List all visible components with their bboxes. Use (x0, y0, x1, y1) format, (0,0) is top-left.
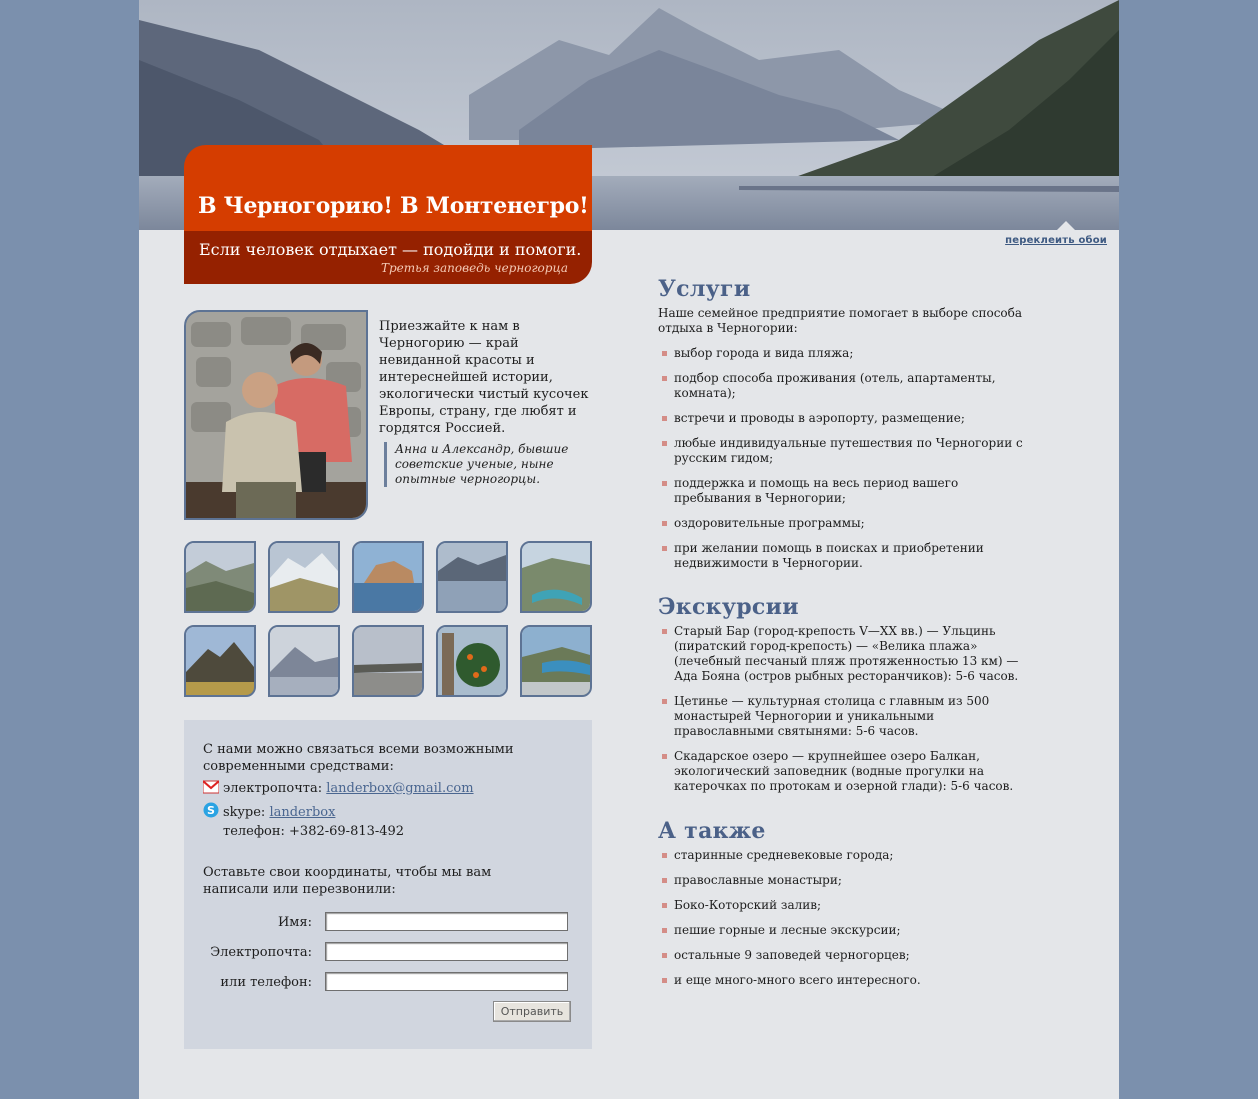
gallery-thumb[interactable] (436, 541, 508, 613)
contact-skype-row (203, 802, 335, 820)
title-top (184, 145, 592, 231)
email-input[interactable] (325, 942, 568, 961)
contact-panel (184, 720, 592, 1049)
services-description: Наше семейное предприятие помогает в выборе способа отдыха в Черногории: (658, 306, 1023, 335)
switch-arrow (1057, 221, 1075, 230)
excursions-title: Экскурсии (658, 594, 799, 620)
list-item: при желании помощь в поисках и приобретении недвижимости в Черногории. (658, 541, 1030, 571)
motto-block (184, 231, 592, 284)
gallery-thumb[interactable] (184, 625, 256, 697)
gallery-thumb[interactable] (520, 541, 592, 613)
site-title: В Черногорию! В Монтенегро! (198, 193, 589, 219)
email-field-label: Электропочта: (210, 945, 312, 960)
gallery-thumb[interactable] (520, 625, 592, 697)
services-title: Услуги (658, 276, 751, 302)
contact-email-row (203, 780, 474, 796)
switch-wallpaper-link[interactable]: переклеить обои (1005, 235, 1107, 246)
phone-value: +382-69-813-492 (289, 824, 405, 839)
gallery-thumb[interactable] (184, 541, 256, 613)
phone-field-label: или телефон: (220, 975, 312, 990)
list-item: Скадарское озеро — крупнейшее озеро Балкан, экологический заповедник (водные прогулки на катерочках по протокам и озерной глади): 5-6 часов. (658, 749, 1030, 794)
list-item: Боко-Которский залив; (658, 898, 1030, 913)
submit-button[interactable]: Отправить (493, 1001, 571, 1022)
phone-label: телефон: (223, 824, 285, 839)
list-item: пешие горные и лесные экскурсии; (658, 923, 1030, 938)
list-item: любые индивидуальные путешествия по Черногории с русским гидом; (658, 436, 1030, 466)
title-block (184, 145, 592, 284)
contact-phone-row (223, 824, 404, 839)
intro-quote: Анна и Александр, бывшие советские ученые, ныне опытные черногорцы. (384, 442, 595, 487)
list-item: остальные 9 заповедей черногорцев; (658, 948, 1030, 963)
form-intro: Оставьте свои координаты, чтобы мы вам написали или перезвонили: (203, 865, 492, 897)
gallery-thumb[interactable] (352, 541, 424, 613)
motto-source: Третья заповедь черногорца (380, 261, 568, 275)
list-item: и еще много-много всего интересного. (658, 973, 1030, 988)
list-item: оздоровительные программы; (658, 516, 1030, 531)
list-item: подбор способа проживания (отель, апартаменты, комната); (658, 371, 1030, 401)
email-link[interactable]: landerbox@gmail.com (326, 781, 474, 796)
contact-intro: С нами можно связаться всеми возможными современными средствами: (203, 742, 514, 774)
excursions-list (658, 624, 1030, 794)
name-label: Имя: (277, 915, 312, 930)
phone-input[interactable] (325, 972, 568, 991)
skype-icon (203, 802, 219, 816)
name-input[interactable] (325, 912, 568, 931)
motto-text: Если человек отдыхает — подойди и помоги. (199, 240, 582, 259)
also-title: А также (658, 818, 766, 844)
gallery-thumb[interactable] (268, 625, 340, 697)
page (139, 0, 1119, 1099)
also-list (658, 848, 1030, 988)
list-item: православные монастыри; (658, 873, 1030, 888)
gallery-thumb[interactable] (352, 625, 424, 697)
gmail-icon (203, 780, 219, 794)
services-section (658, 276, 1030, 571)
svg-text:S: S (207, 804, 215, 817)
list-item: выбор города и вида пляжа; (658, 346, 1030, 361)
gallery-thumb[interactable] (436, 625, 508, 697)
list-item: старинные средневековые города; (658, 848, 1030, 863)
intro-text: Приезжайте к нам в Черногорию — край невиданной красоты и интереснейшей истории, экологически чистый кусочек Европы, страну, где любят и гордятся Россией. (379, 319, 589, 436)
services-list (658, 346, 1030, 571)
skype-link[interactable]: landerbox (269, 805, 336, 820)
family-photo (184, 310, 368, 520)
gallery-thumb[interactable] (268, 541, 340, 613)
also-section (658, 818, 1030, 988)
list-item: встречи и проводы в аэропорту, размещение; (658, 411, 1030, 426)
email-label: электропочта: (223, 781, 323, 796)
list-item: Цетинье — культурная столица с главным из 500 монастырей Черногории и уникальными православными святынями: 5-6 часов. (658, 694, 1030, 739)
list-item: поддержка и помощь на весь период вашего пребывания в Черногории; (658, 476, 1030, 506)
list-item: Старый Бар (город-крепость V—XX вв.) — Ульцинь (пиратский город-крепость) — «Велика плажа» (лечебный песчаный пляж протяженностью 13 км) — Ада Бояна (остров рыбных ресторанчиков): 5-6 часов. (658, 624, 1030, 684)
skype-label: skype: (223, 805, 266, 820)
excursions-section (658, 594, 1030, 794)
